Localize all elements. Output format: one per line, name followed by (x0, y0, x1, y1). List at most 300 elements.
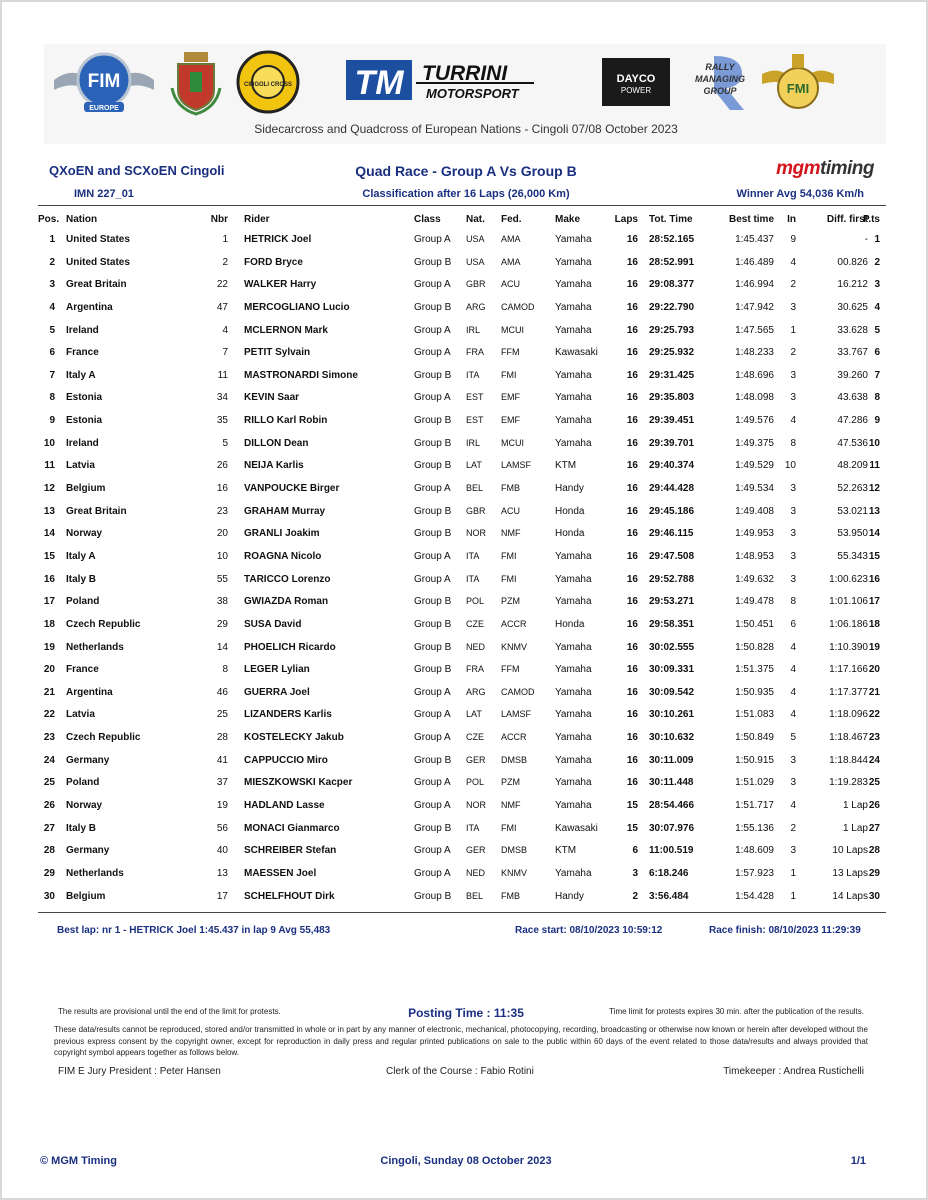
laps-cell: 16 (626, 369, 638, 381)
rider-cell: TARICCO Lorenzo (244, 573, 331, 585)
fed-cell: ACCR (501, 618, 527, 629)
svg-text:TURRINI: TURRINI (422, 62, 508, 85)
fed-cell: FMI (501, 369, 517, 380)
table-row (38, 388, 886, 411)
points-cell: 3 (874, 279, 880, 291)
table-row (38, 547, 886, 570)
tot-time-cell: 29:08.377 (649, 279, 695, 291)
diff-first-cell: 33.628 (837, 324, 868, 336)
best-lap-in-cell: 9 (790, 234, 796, 245)
diff-first-cell: 39.260 (837, 369, 868, 381)
brand-part-2: timing (820, 158, 874, 179)
rider-cell: KOSTELECKY Jakub (244, 732, 344, 744)
diff-first-cell: 1:06.186 (829, 618, 868, 630)
best-time-cell: 1:50.451 (735, 618, 774, 630)
table-row (38, 841, 886, 864)
competition-name: QXoEN and SCXoEN Cingoli (49, 163, 225, 178)
tot-time-cell: 11:00.519 (649, 845, 694, 857)
points-cell: 20 (868, 664, 880, 676)
table-row (38, 321, 886, 344)
fed-cell: LAMSF (501, 709, 532, 720)
col-nation-header: Nation (66, 214, 98, 225)
class-cell: Group A (414, 709, 451, 721)
fed-cell: CAMOD (501, 686, 535, 697)
points-cell: 2 (874, 256, 880, 268)
table-row (38, 434, 886, 457)
diff-first-cell: 1:18.096 (829, 709, 868, 721)
best-time-cell: 1:45.437 (735, 234, 774, 245)
nbr-cell: 34 (216, 392, 228, 404)
pos-cell: 17 (43, 596, 55, 608)
laps-cell: 16 (626, 324, 638, 336)
diff-first-cell: 30.625 (837, 301, 868, 313)
best-lap-in-cell: 4 (790, 664, 796, 676)
fed-cell: PZM (501, 596, 520, 607)
pos-cell: 3 (49, 279, 55, 291)
nat-cell: IRL (466, 324, 481, 335)
class-cell: Group B (414, 618, 452, 630)
best-time-cell: 1:47.942 (735, 301, 774, 313)
pos-cell: 24 (43, 754, 55, 766)
nbr-cell: 41 (216, 754, 228, 766)
class-cell: Group A (414, 845, 451, 857)
table-row (38, 570, 886, 593)
laps-cell: 16 (626, 256, 638, 268)
pos-cell: 21 (43, 686, 55, 698)
nat-cell: LAT (466, 709, 482, 720)
rider-cell: LEGER Lylian (244, 664, 310, 676)
rider-cell: GRAHAM Murray (244, 505, 326, 517)
class-cell: Group A (414, 324, 451, 336)
best-lap-in-cell: 2 (790, 347, 796, 359)
points-cell: 12 (868, 483, 880, 495)
svg-text:GROUP: GROUP (703, 86, 737, 96)
fed-cell: MCUI (501, 324, 524, 335)
points-cell: 6 (874, 347, 880, 359)
class-cell: Group A (414, 867, 451, 879)
pos-cell: 5 (49, 324, 55, 336)
class-cell: Group B (414, 890, 452, 902)
make-cell: Yamaha (555, 392, 592, 404)
rider-cell: LIZANDERS Karlis (244, 709, 332, 721)
fed-cell: AMA (501, 234, 521, 244)
best-time-cell: 1:48.098 (735, 392, 774, 404)
tot-time-cell: 30:10.632 (649, 732, 695, 744)
nbr-cell: 20 (216, 528, 228, 540)
footer-page: 1/1 (850, 1155, 866, 1167)
make-cell: Yamaha (555, 596, 592, 608)
make-cell: Yamaha (555, 256, 592, 268)
points-cell: 15 (868, 550, 880, 562)
jury-president: FIM E Jury President : Peter Hansen (58, 1066, 221, 1077)
copyright-notice: These data/results cannot be reproduced, stored and/or transmitted in whole or in part by any manner of electronic, mechanical, photocopying, recording, broadcasting or otherwise now known or herein after developed without the previous express consent by the copyright owner, except for reproduction in daily press and regular printed publications on sale to the public within 60 days of the event related to those data/results and always provided that copyright symbol appears together as follows below. (54, 1025, 868, 1057)
rider-cell: MAESSEN Joel (244, 867, 317, 879)
best-lap-in-cell: 3 (790, 392, 796, 404)
best-lap-in-cell: 3 (790, 777, 796, 789)
best-time-cell: 1:55.136 (735, 822, 774, 834)
tot-time-cell: 30:02.555 (649, 641, 695, 653)
class-cell: Group A (414, 279, 451, 291)
nbr-cell: 56 (216, 822, 228, 834)
diff-first-cell: 52.263 (837, 483, 868, 495)
pos-cell: 22 (43, 709, 55, 721)
svg-text:EUROPE: EUROPE (89, 105, 119, 112)
tot-time-cell: 6:18.246 (649, 867, 689, 879)
laps-cell: 16 (626, 301, 638, 313)
table-bottom-divider (38, 912, 886, 913)
diff-first-cell: 1:17.166 (829, 664, 868, 676)
nat-cell: EST (466, 392, 484, 403)
nbr-cell: 13 (216, 867, 228, 879)
best-lap-in-cell: 3 (790, 573, 796, 585)
table-row (38, 683, 886, 706)
moto-club-cingoli-logo (236, 50, 300, 114)
col-tot-header: Tot. Time (649, 214, 693, 225)
col-fed-header: Fed. (501, 214, 522, 225)
best-time-cell: 1:51.717 (735, 800, 774, 812)
make-cell: Yamaha (555, 800, 592, 812)
rider-cell: PHOELICH Ricardo (244, 641, 336, 653)
nation-cell: Estonia (66, 392, 103, 404)
table-row (38, 343, 886, 366)
nbr-cell: 46 (216, 686, 228, 698)
points-cell: 19 (868, 641, 880, 653)
race-finish: Race finish: 08/10/2023 11:29:39 (709, 925, 861, 936)
laps-cell: 15 (626, 800, 638, 812)
laps-cell: 16 (626, 234, 638, 245)
class-cell: Group A (414, 573, 451, 585)
diff-first-cell: 1:17.377 (829, 686, 868, 698)
nation-cell: United States (66, 256, 130, 268)
laps-cell: 6 (632, 845, 638, 857)
rider-cell: MCLERNON Mark (244, 324, 328, 336)
posting-time: Posting Time : 11:35 (408, 1006, 524, 1020)
class-cell: Group A (414, 686, 451, 698)
pos-cell: 8 (49, 392, 55, 404)
laps-cell: 15 (626, 822, 638, 834)
rider-cell: RILLO Karl Robin (244, 415, 328, 427)
table-row (38, 751, 886, 774)
clerk-of-course: Clerk of the Course : Fabio Rotini (386, 1066, 534, 1077)
class-cell: Group B (414, 822, 452, 834)
nation-cell: Norway (66, 528, 103, 540)
fed-cell: ACU (501, 505, 521, 516)
diff-first-cell: 43.638 (837, 392, 868, 404)
footer-copyright: © MGM Timing (40, 1155, 117, 1167)
fed-cell: CAMOD (501, 301, 535, 312)
make-cell: Yamaha (555, 369, 592, 381)
nation-cell: Latvia (66, 460, 95, 472)
nation-cell: Italy A (66, 550, 96, 562)
best-lap-in-cell: 8 (790, 596, 796, 608)
col-diff-header: Diff. first (826, 214, 868, 225)
best-lap-in-cell: 4 (790, 800, 796, 812)
table-row (38, 502, 886, 525)
tot-time-cell: 3:56.484 (649, 890, 689, 902)
table-row (38, 819, 886, 842)
rider-cell: HETRICK Joel (244, 234, 312, 245)
laps-cell: 16 (626, 279, 638, 291)
best-time-cell: 1:51.375 (735, 664, 774, 676)
pos-cell: 12 (43, 483, 55, 495)
tot-time-cell: 30:09.331 (649, 664, 695, 676)
best-lap-in-cell: 1 (790, 890, 796, 902)
results-body (38, 230, 886, 909)
diff-first-cell: 47.536 (837, 437, 868, 449)
nat-cell: NED (466, 641, 486, 652)
laps-cell: 16 (626, 732, 638, 744)
tot-time-cell: 28:54.466 (649, 800, 695, 812)
make-cell: Kawasaki (555, 347, 598, 359)
nation-cell: Ireland (66, 437, 99, 449)
pos-cell: 13 (43, 505, 55, 517)
nbr-cell: 47 (216, 301, 228, 313)
best-lap-in-cell: 1 (790, 867, 796, 879)
fed-cell: NMF (501, 528, 521, 539)
points-cell: 5 (874, 324, 880, 336)
pos-cell: 20 (43, 664, 55, 676)
event-line: Sidecarcross and Quadcross of European Nations - Cingoli 07/08 October 2023 (254, 122, 678, 136)
nbr-cell: 40 (216, 845, 228, 857)
diff-first-cell: 48.209 (837, 460, 868, 472)
points-cell: 29 (868, 867, 880, 879)
rider-cell: FORD Bryce (244, 256, 303, 268)
best-time-cell: 1:49.953 (735, 528, 774, 540)
svg-text:FMI: FMI (786, 81, 810, 96)
rider-cell: WALKER Harry (244, 279, 317, 291)
nation-cell: Netherlands (66, 641, 124, 653)
class-cell: Group B (414, 754, 452, 766)
laps-cell: 16 (626, 709, 638, 721)
nation-cell: Germany (66, 845, 110, 857)
best-time-cell: 1:51.083 (735, 709, 774, 721)
tot-time-cell: 29:35.803 (649, 392, 695, 404)
table-row (38, 230, 886, 253)
best-lap-in-cell: 4 (790, 686, 796, 698)
tot-time-cell: 29:25.793 (649, 324, 695, 336)
make-cell: Yamaha (555, 664, 592, 676)
provisional-note: The results are provisional until the end of the limit for protests. (58, 1007, 281, 1016)
pos-cell: 23 (43, 732, 55, 744)
best-lap-in-cell: 5 (790, 732, 796, 744)
pos-cell: 30 (43, 890, 55, 902)
table-row (38, 705, 886, 728)
fed-cell: MCUI (501, 437, 524, 448)
make-cell: Yamaha (555, 279, 592, 291)
best-lap-in-cell: 4 (790, 256, 796, 268)
best-time-cell: 1:54.428 (735, 890, 774, 902)
nat-cell: USA (466, 234, 485, 244)
nation-cell: Germany (66, 754, 110, 766)
nation-cell: Great Britain (66, 505, 127, 517)
points-cell: 30 (868, 890, 880, 902)
rider-cell: ROAGNA Nicolo (244, 550, 322, 562)
nbr-cell: 11 (217, 369, 228, 381)
nation-cell: Italy B (66, 573, 97, 585)
rider-cell: VANPOUCKE Birger (244, 483, 340, 495)
table-row (38, 615, 886, 638)
class-cell: Group A (414, 483, 451, 495)
tot-time-cell: 29:39.701 (649, 437, 695, 449)
fed-cell: LAMSF (501, 460, 532, 471)
pos-cell: 18 (43, 618, 55, 630)
nat-cell: GER (466, 845, 486, 856)
class-cell: Group B (414, 437, 452, 449)
svg-text:CINGOLI CROSS: CINGOLI CROSS (243, 82, 293, 88)
competition-code: IMN 227_01 (74, 188, 134, 200)
class-cell: Group B (414, 301, 452, 313)
best-lap-in-cell: 3 (790, 483, 796, 495)
best-time-cell: 1:49.478 (735, 596, 774, 608)
make-cell: Yamaha (555, 777, 592, 789)
protest-limit-note: Time limit for protests expires 30 min. after the publication of the results. (609, 1007, 864, 1016)
best-lap-in-cell: 3 (790, 845, 796, 857)
diff-first-cell: 1:00.623 (829, 573, 868, 585)
nation-cell: Argentina (66, 686, 113, 698)
class-cell: Group B (414, 460, 452, 472)
nbr-cell: 37 (216, 777, 228, 789)
table-row (38, 592, 886, 615)
rider-cell: SCHELFHOUT Dirk (244, 890, 335, 902)
points-cell: 14 (868, 528, 880, 540)
nat-cell: ITA (466, 550, 480, 561)
points-cell: 1 (874, 234, 880, 245)
points-cell: 23 (868, 732, 880, 744)
laps-cell: 16 (626, 596, 638, 608)
diff-first-cell: 13 Laps (832, 867, 868, 879)
col-nbr-header: Nbr (210, 214, 228, 225)
laps-cell: 16 (626, 483, 638, 495)
laps-cell: 16 (626, 415, 638, 427)
tot-time-cell: 29:44.428 (649, 483, 695, 495)
diff-first-cell: 16.212 (837, 279, 868, 291)
class-cell: Group A (414, 800, 451, 812)
diff-first-cell: 10 Laps (832, 845, 868, 857)
make-cell: Yamaha (555, 234, 592, 245)
pos-cell: 7 (49, 369, 55, 381)
make-cell: Honda (555, 505, 585, 517)
best-lap-in-cell: 3 (790, 528, 796, 540)
rider-cell: KEVIN Saar (244, 392, 300, 404)
points-cell: 7 (874, 369, 880, 381)
table-row (38, 298, 886, 321)
nbr-cell: 25 (216, 709, 228, 721)
nation-cell: France (66, 347, 99, 359)
class-cell: Group B (414, 596, 452, 608)
points-cell: 8 (874, 392, 880, 404)
diff-first-cell: 1:10.390 (829, 641, 868, 653)
svg-text:MANAGING: MANAGING (695, 74, 745, 84)
col-pts-header: P.ts (862, 214, 880, 225)
rider-cell: CAPPUCCIO Miro (244, 754, 328, 766)
make-cell: Honda (555, 618, 585, 630)
nat-cell: BEL (466, 483, 484, 494)
pos-cell: 19 (43, 641, 55, 653)
best-time-cell: 1:49.375 (735, 437, 774, 449)
cingoli-crest-logo (170, 50, 222, 116)
footer-place-date: Cingoli, Sunday 08 October 2023 (380, 1155, 552, 1167)
nat-cell: CZE (466, 618, 484, 629)
laps-cell: 16 (626, 392, 638, 404)
pos-cell: 27 (43, 822, 55, 834)
fim-europe-logo (50, 50, 158, 114)
svg-text:FIM: FIM (87, 71, 121, 92)
nbr-cell: 16 (216, 483, 228, 495)
fed-cell: FMI (501, 550, 517, 561)
fmi-logo (760, 50, 836, 116)
nat-cell: GER (466, 754, 486, 765)
make-cell: Yamaha (555, 641, 592, 653)
diff-first-cell: 14 Laps (832, 890, 868, 902)
rider-cell: SCHREIBER Stefan (244, 845, 337, 857)
nation-cell: Latvia (66, 709, 95, 721)
diff-first-cell: 1:19.283 (829, 777, 868, 789)
nation-cell: Belgium (66, 890, 106, 902)
nbr-cell: 55 (216, 573, 228, 585)
best-time-cell: 1:50.935 (735, 686, 774, 698)
points-cell: 28 (868, 845, 880, 857)
nat-cell: NED (466, 867, 486, 878)
pos-cell: 10 (43, 437, 55, 449)
nat-cell: GBR (466, 505, 486, 516)
rider-cell: PETIT Sylvain (244, 347, 311, 359)
make-cell: Handy (555, 890, 584, 902)
laps-cell: 16 (626, 573, 638, 585)
best-time-cell: 1:48.696 (735, 369, 774, 381)
laps-cell: 16 (626, 347, 638, 359)
tot-time-cell: 30:11.448 (649, 777, 694, 789)
nat-cell: NOR (466, 528, 486, 539)
best-time-cell: 1:49.529 (735, 460, 774, 472)
fed-cell: EMF (501, 392, 520, 403)
pos-cell: 28 (43, 845, 55, 857)
nat-cell: POL (466, 596, 485, 607)
laps-cell: 16 (626, 460, 638, 472)
make-cell: Honda (555, 528, 585, 540)
diff-first-cell: 1:18.844 (829, 754, 868, 766)
svg-text:MOTORSPORT: MOTORSPORT (426, 86, 519, 101)
nat-cell: USA (466, 256, 485, 267)
nation-cell: Italy A (66, 369, 96, 381)
nbr-cell: 14 (216, 641, 228, 653)
nbr-cell: 23 (216, 505, 228, 517)
nat-cell: EST (466, 415, 484, 426)
diff-first-cell: 53.950 (837, 528, 868, 540)
race-title: Quad Race - Group A Vs Group B (355, 163, 577, 179)
points-cell: 13 (868, 505, 880, 517)
nat-cell: GBR (466, 279, 486, 290)
table-row (38, 275, 886, 298)
best-lap-in-cell: 8 (790, 437, 796, 449)
table-row (38, 796, 886, 819)
diff-first-cell: - (864, 234, 868, 245)
nbr-cell: 4 (222, 324, 228, 336)
tot-time-cell: 29:52.788 (649, 573, 695, 585)
points-cell: 17 (868, 596, 880, 608)
nation-cell: Czech Republic (66, 618, 141, 630)
col-rider-header: Rider (244, 214, 270, 225)
pos-cell: 9 (49, 415, 55, 427)
fed-cell: FMI (501, 822, 517, 833)
best-lap-in-cell: 3 (790, 301, 796, 313)
best-lap-in-cell: 3 (790, 550, 796, 562)
svg-text:POWER: POWER (620, 86, 652, 95)
best-time-cell: 1:49.408 (735, 505, 774, 517)
tot-time-cell: 29:22.790 (649, 301, 695, 313)
best-time-cell: 1:47.565 (735, 324, 774, 336)
best-time-cell: 1:51.029 (735, 777, 774, 789)
fed-cell: AMA (501, 256, 521, 267)
